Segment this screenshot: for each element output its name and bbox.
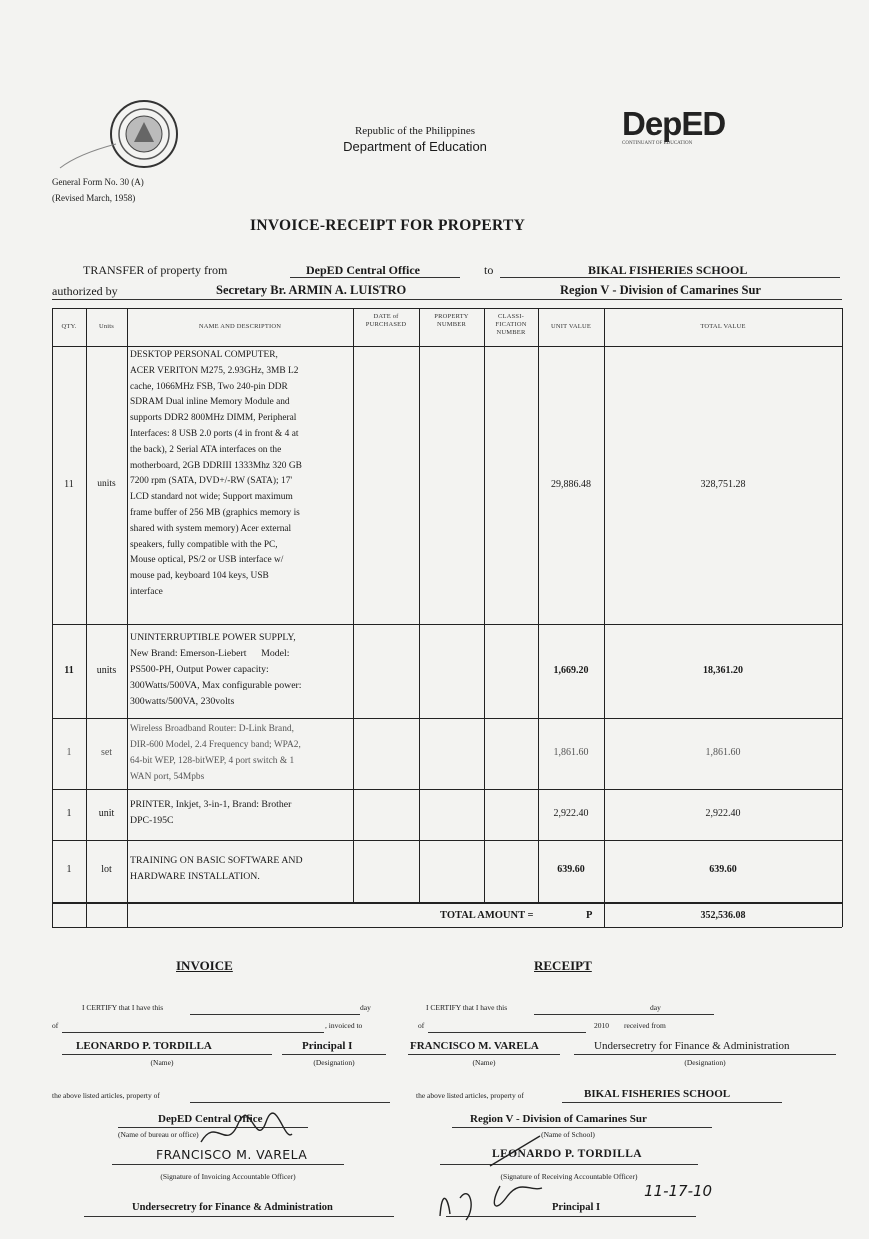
invoice-signer-title: Undersecretry for Finance & Administration [132,1202,333,1213]
seal-flourish [58,140,118,175]
receipt-signer-title: Principal I [552,1202,601,1213]
invoice-signer: FRANCISCO M. VARELA [156,1147,308,1162]
transfer-from: DepED Central Office [306,263,420,277]
row-total-value: 639.60 [709,864,737,875]
row-qty: 11 [64,479,74,490]
invoice-signature-icon [196,1112,296,1161]
receipt-day: day [650,1003,661,1012]
row-unit: unit [98,808,115,819]
invoice-name-caption: (Name) [150,1058,174,1067]
form-title: INVOICE-RECEIPT FOR PROPERTY [250,217,526,234]
col-classification: CLASSI-FICATION NUMBER [495,313,527,336]
receipt-region: Region V - Division of Camarines Sur [470,1113,647,1125]
receipt-signer-caption: (Signature of Receiving Accountable Officer) [500,1172,638,1181]
transfer-label: TRANSFER of property from [83,263,228,277]
deped-logo-text: DepED [622,105,726,142]
receipt-of: of [418,1021,425,1030]
form-number: General Form No. 30 (A) [52,177,144,187]
row-unit-value: 1,669.20 [553,665,589,676]
receipt-designation-caption: (Designation) [684,1058,726,1067]
row-unit: lot [101,864,112,875]
col-property-number: PROPERTY NUMBER [434,313,469,328]
row-unit: units [96,665,117,676]
receipt-school-caption: (Name of School) [541,1130,595,1139]
form-revised: (Revised March, 1958) [52,193,136,203]
row-description: DESKTOP PERSONAL COMPUTER, ACER VERITON M275, 2.93GHz, 3MB L2 cache, 1066MHz FSB, Two 240-pin DDR SDRAM Dual inline Memory Module and supports DDR2 800MHz DIMM, Peripheral Interfaces: 8 USB 2.0 ports (4 in front & 4 at the back), 2 Serial ATA interfaces on the motherboard, 2GB DDRIII 1333Mhz 320 GB 7200 rpm (SATA, DVD+/-RW (SATA); 17' LCD standard not wide; Support maximum frame buffer of 256 MB (graphics memory is shared with system memory) Acer external speakers, fully compatible with the PC, Mouse optical, PS/2 or USB interface w/ mouse pad, keyboard 104 keys, USB interface [130,350,302,597]
receipt-signature-icon [430,1128,550,1229]
row-unit-value: 1,861.60 [553,747,589,758]
authorized-label: authorized by [52,284,118,298]
row-unit-value: 2,922.40 [553,808,589,819]
row-total-value: 18,361.20 [703,665,743,676]
row-unit: set [100,747,113,758]
invoice-articles: the above listed articles, property of [52,1091,160,1100]
receipt-name-caption: (Name) [472,1058,496,1067]
row-unit-value: 29,886.48 [551,479,591,490]
republic-label: Republic of the Philippines [354,125,476,137]
invoice-day: day [360,1003,371,1012]
receipt-date-handwritten: 11-17-10 [644,1182,713,1200]
total-currency: P [586,910,593,921]
row-description: PRINTER, Inkjet, 3-in-1, Brand: Brother DPC-195C [130,799,292,826]
total-amount: 352,536.08 [700,910,746,921]
row-qty: 11 [64,665,74,676]
deped-seal [108,98,180,170]
receipt-designation: Undersecretry for Finance & Administration [594,1040,790,1052]
row-description: UNINTERRUPTIBLE POWER SUPPLY, New Brand: Emerson-Liebert Model: PS500-PH, Output Power capacity: 300Watts/500VA, Max configurable power: 300watts/500VA, 230volts [130,632,302,707]
transfer-region: Region V - Division of Camarines Sur [560,283,761,297]
invoice-certify: I CERTIFY that I have this [82,1003,164,1012]
row-unit: units [97,479,116,489]
invoice-name: LEONARDO P. TORDILLA [76,1040,212,1052]
row-total-value: 328,751.28 [700,479,746,490]
receipt-articles: the above listed articles, property of [416,1091,524,1100]
col-qty: QTY. [61,323,77,330]
authorized-by: Secretary Br. ARMIN A. LUISTRO [216,283,407,297]
col-units: Units [98,323,115,330]
transfer-to: BIKAL FISHERIES SCHOOL [588,263,748,277]
invoice-designation-caption: (Designation) [313,1058,355,1067]
receipt-name: FRANCISCO M. VARELA [410,1040,539,1052]
receipt-received-from: received from [624,1021,666,1030]
invoice-bureau: DepED Central Office [158,1113,263,1125]
total-amount-label: TOTAL AMOUNT = [440,910,534,921]
invoice-bureau-caption: (Name of bureau or office) [118,1130,199,1139]
row-qty: 1 [66,808,72,819]
invoice-signer-caption: (Signature of Invoicing Accountable Officer) [160,1172,296,1181]
row-description: Wireless Broadband Router: D-Link Brand, DIR-600 Model, 2.4 Frequency band; WPA2, 64-bit WEP, 128-bitWEP, 4 port switch & 1 WAN port, 54Mpbs [130,724,301,782]
row-description: TRAINING ON BASIC SOFTWARE AND HARDWARE INSTALLATION. [130,855,303,882]
row-qty: 1 [66,747,72,758]
receipt-certify: I CERTIFY that I have this [426,1003,508,1012]
receipt-heading: RECEIPT [534,958,592,973]
invoice-designation: Principal I [302,1040,353,1052]
row-unit-value: 639.60 [557,864,585,875]
col-description: NAME AND DESCRIPTION [198,323,282,330]
invoice-invoiced-to: , invoiced to [325,1021,363,1030]
row-total-value: 1,861.60 [705,747,741,758]
col-date-purchased: DATE of PURCHASED [365,313,407,328]
row-qty: 1 [66,864,72,875]
invoice-of: of [52,1021,59,1030]
receipt-year: 2010 [594,1021,609,1030]
deped-logo [622,105,732,146]
seal-icon [108,98,180,170]
col-unit-value: UNIT VALUE [550,323,592,330]
deped-logo-sub: CONTINUANT OF EDUCATION [622,141,693,146]
receipt-school: BIKAL FISHERIES SCHOOL [584,1088,731,1100]
invoice-heading: INVOICE [176,958,233,973]
row-total-value: 2,922.40 [705,808,741,819]
receipt-signer: LEONARDO P. TORDILLA [492,1148,642,1160]
col-total-value: TOTAL VALUE [700,323,746,330]
transfer-to-label: to [484,263,494,277]
department-label: Department of Education [343,139,487,154]
